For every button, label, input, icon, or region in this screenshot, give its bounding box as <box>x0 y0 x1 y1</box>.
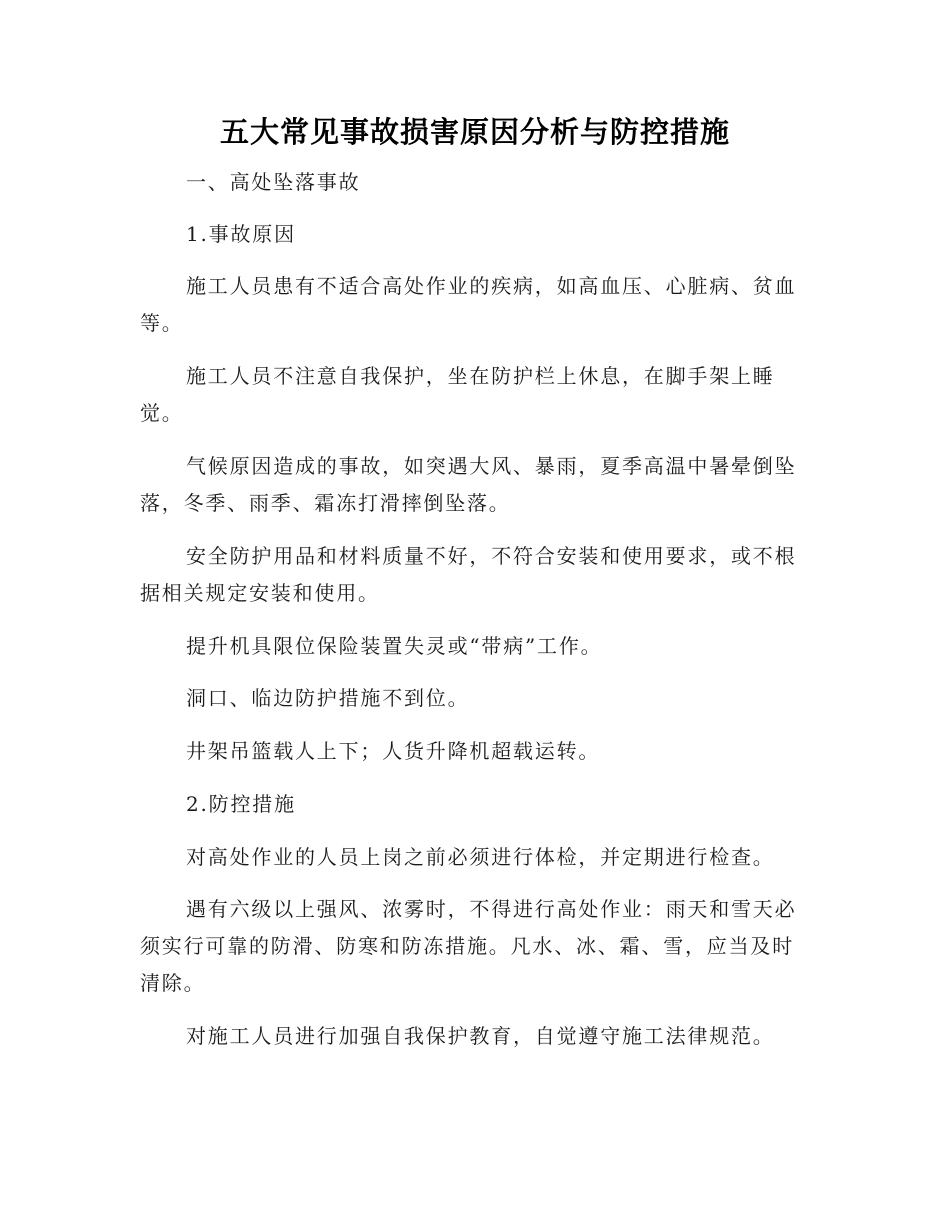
document-title: 五大常见事故损害原因分析与防控措施 <box>219 115 730 149</box>
measure-paragraph: 对高处作业的人员上岗之前必须进行体检，并定期进行检查。 <box>186 845 775 869</box>
cause-paragraph: 提升机具限位保险装置失灵或“带病”工作。 <box>186 634 603 658</box>
cause-paragraph: 气候原因造成的事故，如突遇大风、暴雨，夏季高温中暑晕倒坠落，冬季、雨季、霜冻打滑摔倒坠落。 <box>140 454 797 515</box>
cause-paragraph: 施工人员患有不适合高处作业的疾病，如高血压、心脏病、贫血等。 <box>140 274 797 335</box>
section-heading: 一、高处坠落事故 <box>186 170 361 194</box>
cause-paragraph: 洞口、临边防护措施不到位。 <box>186 686 470 710</box>
measure-paragraph: 遇有六级以上强风、浓雾时，不得进行高处作业：雨天和雪天必须实行可靠的防滑、防寒和防冻措施。凡水、冰、霜、雪，应当及时清除。 <box>140 897 797 995</box>
cause-paragraph: 施工人员不注意自我保护，坐在防护栏上休息，在脚手架上睡觉。 <box>140 364 775 425</box>
subsection-heading-measures: 2.防控措施 <box>186 792 296 816</box>
measure-paragraph: 对施工人员进行加强自我保护教育，自觉遵守施工法律规范。 <box>186 1024 775 1048</box>
subsection-heading-causes: 1.事故原因 <box>186 222 296 246</box>
cause-paragraph: 井架吊篮载人上下；人货升降机超载运转。 <box>186 739 601 763</box>
cause-paragraph: 安全防护用品和材料质量不好，不符合安装和使用要求，或不根据相关规定安装和使用。 <box>140 544 797 605</box>
